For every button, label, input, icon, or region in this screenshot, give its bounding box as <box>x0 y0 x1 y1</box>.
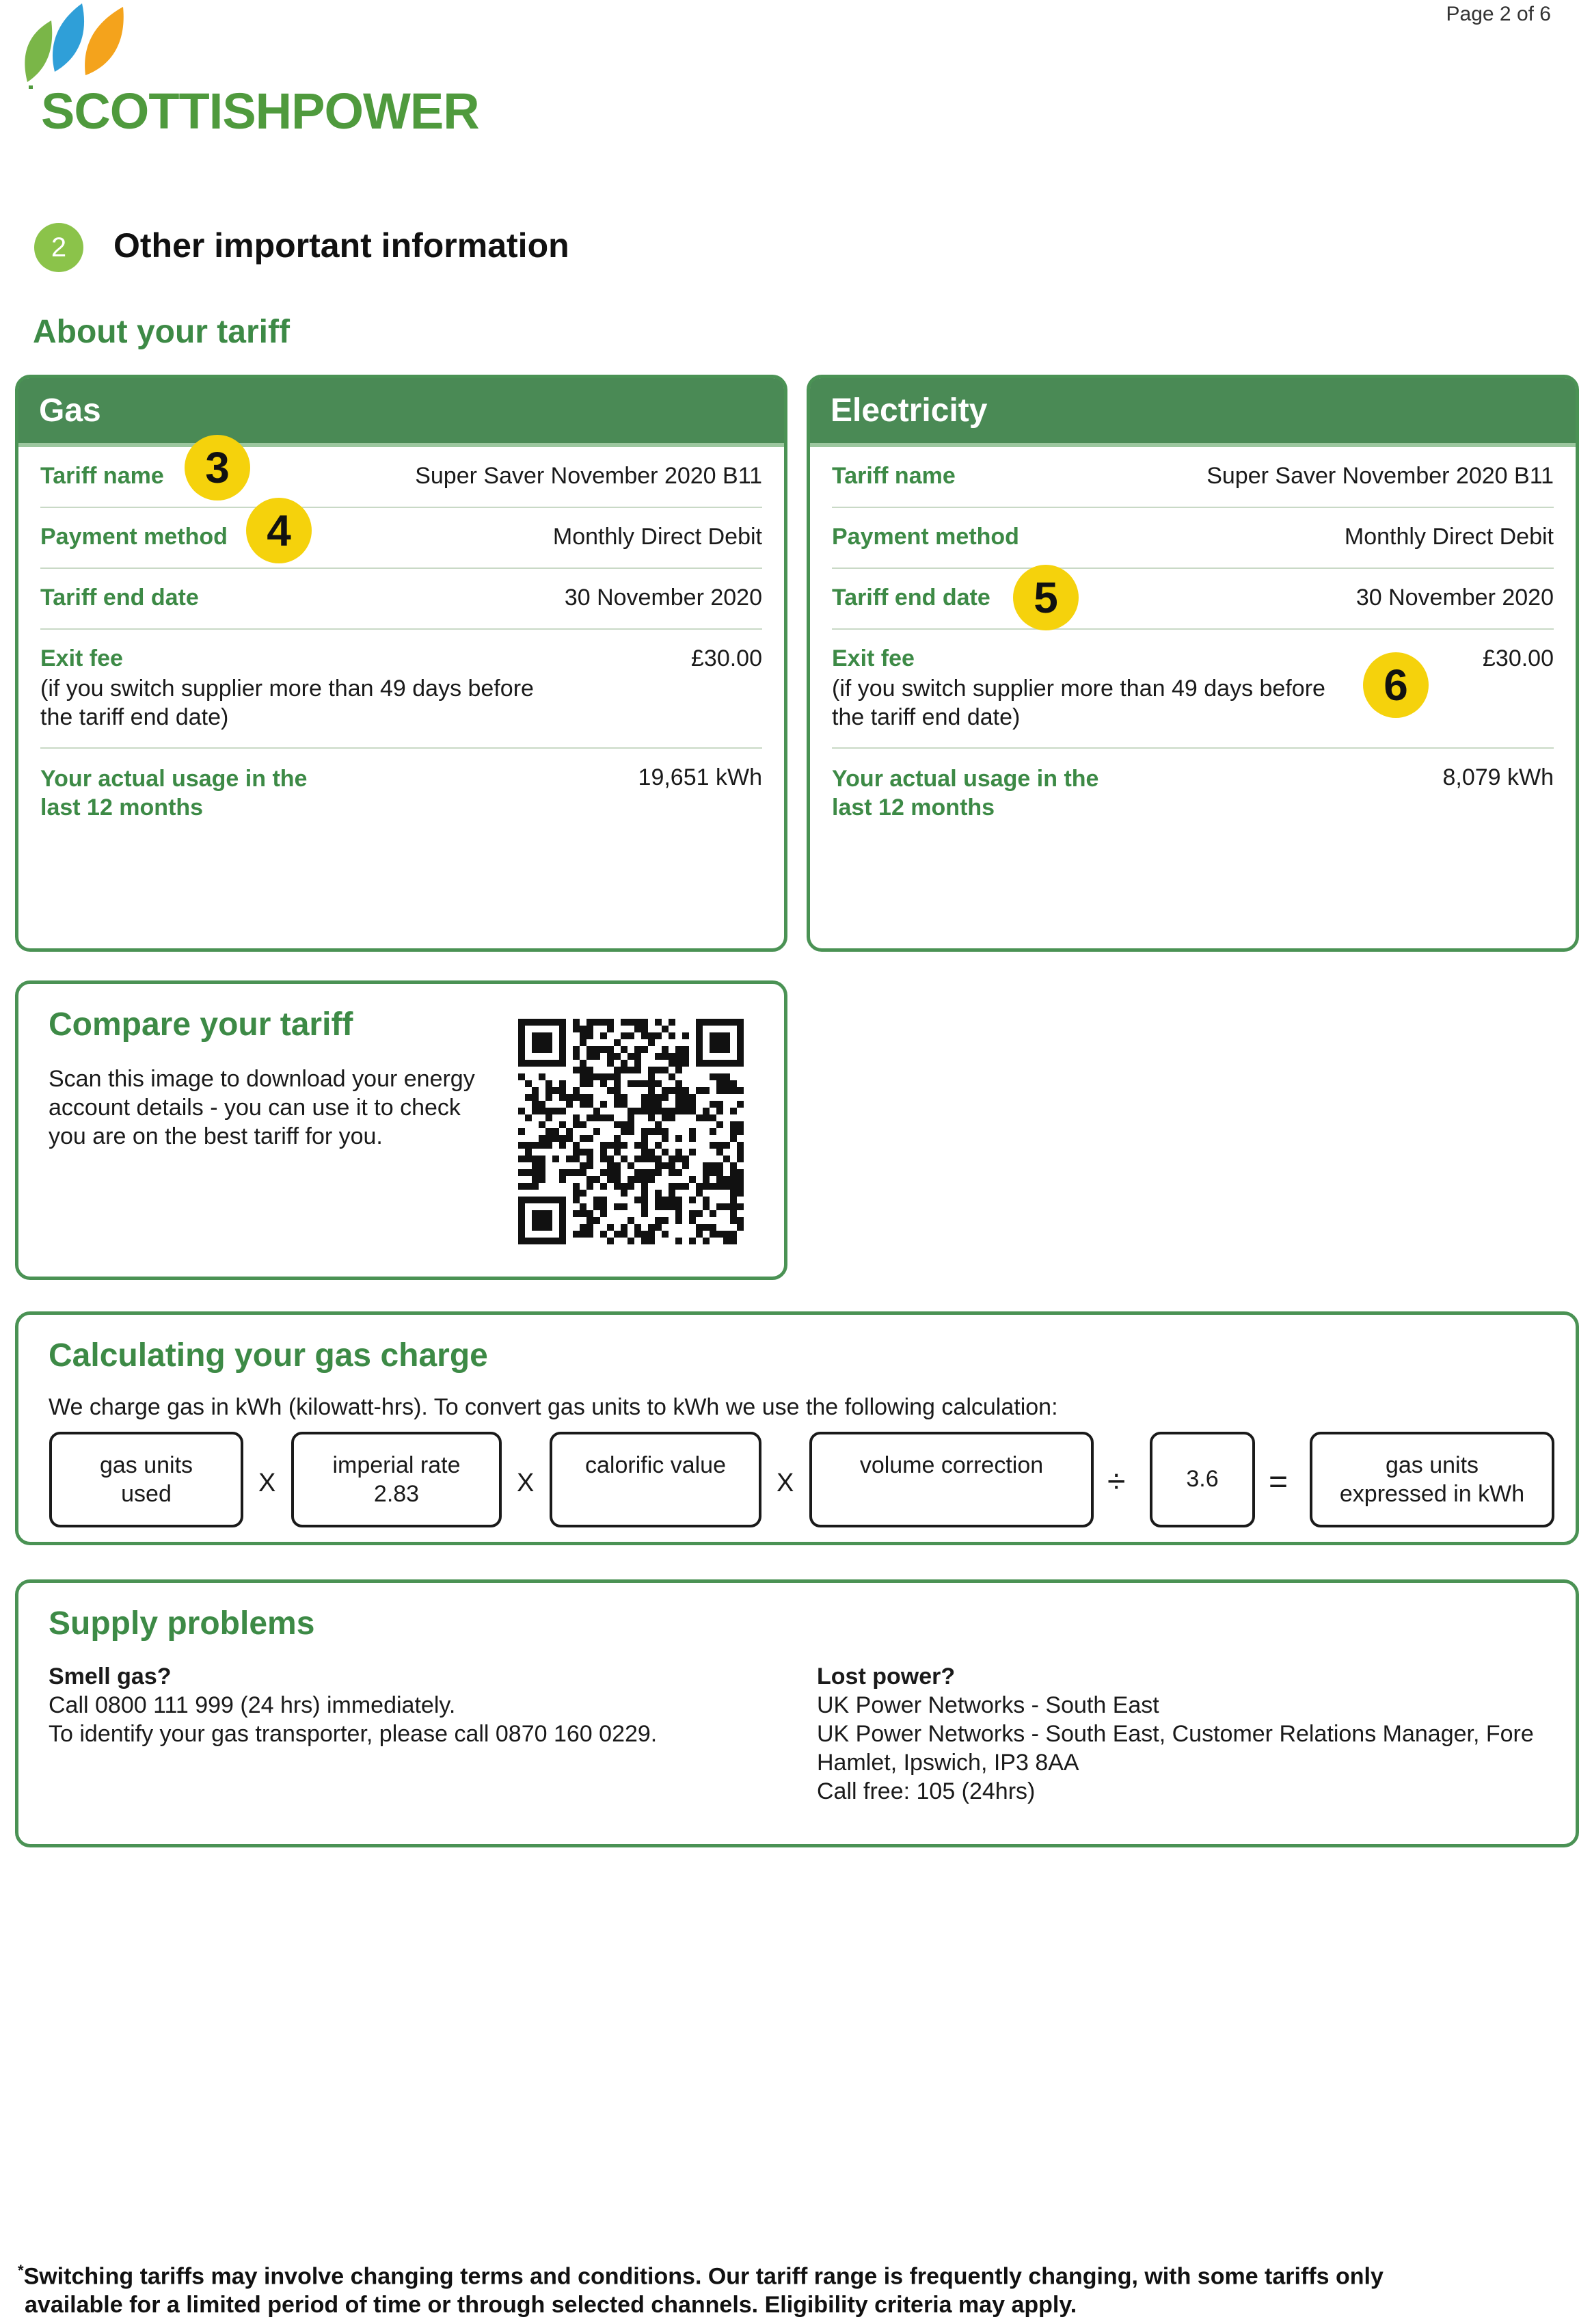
card-heading-underline <box>18 443 784 447</box>
exit-fee-note <box>40 674 534 732</box>
power-address-line: Hamlet, Ipswich, IP3 8AA <box>817 1750 1079 1776</box>
annotation-marker-4: 4 <box>246 498 312 563</box>
tariff-end-label: Tariff end date <box>40 585 199 611</box>
electricity-card-heading: Electricity <box>810 378 1576 443</box>
compare-text-line: account details - you can use it to check <box>49 1095 461 1121</box>
tariff-name-value: Super Saver November 2020 B11 <box>1206 463 1554 489</box>
exit-fee-note-line: the tariff end date) <box>40 704 229 730</box>
smell-gas-heading: Smell gas? <box>49 1664 172 1689</box>
payment-method-value: Monthly Direct Debit <box>552 524 762 550</box>
power-network-line: UK Power Networks - South East <box>817 1692 1159 1718</box>
exit-fee-note-line: the tariff end date) <box>832 704 1021 730</box>
electricity-exit-fee-row <box>832 645 1554 734</box>
gas-exit-fee-row <box>40 645 762 734</box>
compare-tariff-title: Compare your tariff <box>49 1006 353 1043</box>
compare-text-line: Scan this image to download your energy <box>49 1066 475 1092</box>
calc-box-line: volume correction <box>859 1452 1044 1478</box>
multiply-operator: X <box>517 1469 535 1497</box>
gas-tariff-card <box>15 375 787 952</box>
annotation-marker-5: 5 <box>1013 565 1079 630</box>
electricity-usage-row <box>832 764 1554 833</box>
calculation-title: Calculating your gas charge <box>49 1337 488 1374</box>
exit-fee-note-line: (if you switch supplier more than 49 days before <box>832 676 1325 702</box>
gas-emergency-line: Call 0800 111 999 (24 hrs) immediately. <box>49 1692 456 1718</box>
divider <box>40 507 762 508</box>
tariff-name-label: Tariff name <box>40 463 164 489</box>
divider <box>832 747 1554 749</box>
calorific-value-box <box>550 1432 761 1527</box>
supply-problems-box <box>15 1579 1579 1847</box>
usage-label-line: last 12 months <box>40 794 204 820</box>
divider <box>832 628 1554 630</box>
qr-code <box>518 1019 744 1244</box>
calculation-intro: We charge gas in kWh (kilowatt-hrs). To convert gas units to kWh we use the following calculation: <box>49 1394 1058 1420</box>
gas-card-heading: Gas <box>18 378 784 443</box>
tariff-name-value: Super Saver November 2020 B11 <box>415 463 762 489</box>
calc-box-line: gas units <box>1385 1452 1479 1478</box>
gas-units-kwh-box <box>1310 1432 1554 1527</box>
page-number: Page 2 of 6 <box>1446 3 1551 25</box>
footer-disclaimer <box>18 2256 1563 2319</box>
gas-transporter-line: To identify your gas transporter, please call 0870 160 0229. <box>49 1721 658 1747</box>
brand-name: SCOTTISHPOWER <box>41 83 479 139</box>
smell-gas-block <box>49 1662 657 1748</box>
annotation-marker-3: 3 <box>185 435 250 500</box>
divider <box>40 747 762 749</box>
scottishpower-leaf-logo <box>14 0 130 89</box>
tariff-end-label: Tariff end date <box>832 585 990 611</box>
section-title: Other important information <box>113 226 569 265</box>
section-number-badge: 2 <box>34 223 83 272</box>
divide-operator: ÷ <box>1107 1464 1126 1500</box>
divider <box>832 507 1554 508</box>
calc-box-line: gas units <box>99 1452 193 1478</box>
calc-box-line: 2.83 <box>373 1481 420 1507</box>
lost-power-heading: Lost power? <box>817 1664 956 1689</box>
calc-box-line: calorific value <box>585 1452 726 1478</box>
gas-usage-row <box>40 764 762 833</box>
exit-fee-value: £30.00 <box>691 645 762 671</box>
tariff-end-value: 30 November 2020 <box>1355 585 1554 611</box>
footer-line: available for a limited period of time or through selected channels. Eligibility criteria may apply. <box>25 2292 1077 2319</box>
multiply-operator: X <box>258 1469 276 1497</box>
usage-value: 19,651 kWh <box>638 764 762 790</box>
power-address-line: UK Power Networks - South East, Customer Relations Manager, Fore <box>817 1721 1534 1747</box>
divider <box>40 567 762 569</box>
divider <box>40 628 762 630</box>
annotation-marker-6: 6 <box>1363 652 1429 718</box>
electricity-tariff-card <box>807 375 1579 952</box>
calc-box-line: expressed in kWh <box>1339 1481 1525 1507</box>
equals-operator: = <box>1269 1464 1289 1500</box>
footer-asterisk: * <box>18 2262 24 2279</box>
usage-label-line: Your actual usage in the <box>40 766 308 792</box>
imperial-rate-box <box>291 1432 502 1527</box>
calc-box-line: used <box>121 1481 172 1507</box>
exit-fee-label: Exit fee <box>40 645 123 671</box>
exit-fee-value: £30.00 <box>1483 645 1554 671</box>
usage-label-line: last 12 months <box>832 794 995 820</box>
about-tariff-heading: About your tariff <box>33 314 290 350</box>
divisor-box <box>1150 1432 1255 1527</box>
lost-power-block <box>817 1662 1534 1806</box>
exit-fee-label: Exit fee <box>832 645 915 671</box>
divider <box>832 567 1554 569</box>
exit-fee-note-line: (if you switch supplier more than 49 days before <box>40 676 534 702</box>
usage-label-line: Your actual usage in the <box>832 766 1099 792</box>
volume-correction-box <box>809 1432 1094 1527</box>
usage-label <box>832 764 1098 822</box>
compare-tariff-text <box>49 1065 475 1151</box>
calc-box-line: 3.6 <box>1186 1466 1219 1492</box>
calc-box-line: imperial rate <box>332 1452 461 1478</box>
payment-method-label: Payment method <box>40 524 228 550</box>
power-phone-line: Call free: 105 (24hrs) <box>817 1778 1036 1804</box>
supply-problems-title: Supply problems <box>49 1605 315 1642</box>
tariff-name-label: Tariff name <box>832 463 956 489</box>
payment-method-value: Monthly Direct Debit <box>1344 524 1554 550</box>
footer-line: Switching tariffs may involve changing terms and conditions. Our tariff range is frequently changing, with some tariffs only <box>23 2263 1384 2290</box>
tariff-end-value: 30 November 2020 <box>564 585 762 611</box>
usage-value: 8,079 kWh <box>1442 764 1554 790</box>
gas-units-used-box <box>49 1432 243 1527</box>
multiply-operator: X <box>777 1469 794 1497</box>
card-heading-underline <box>810 443 1576 447</box>
compare-text-line: you are on the best tariff for you. <box>49 1123 383 1149</box>
exit-fee-note <box>832 674 1325 732</box>
payment-method-label: Payment method <box>832 524 1019 550</box>
usage-label <box>40 764 307 822</box>
